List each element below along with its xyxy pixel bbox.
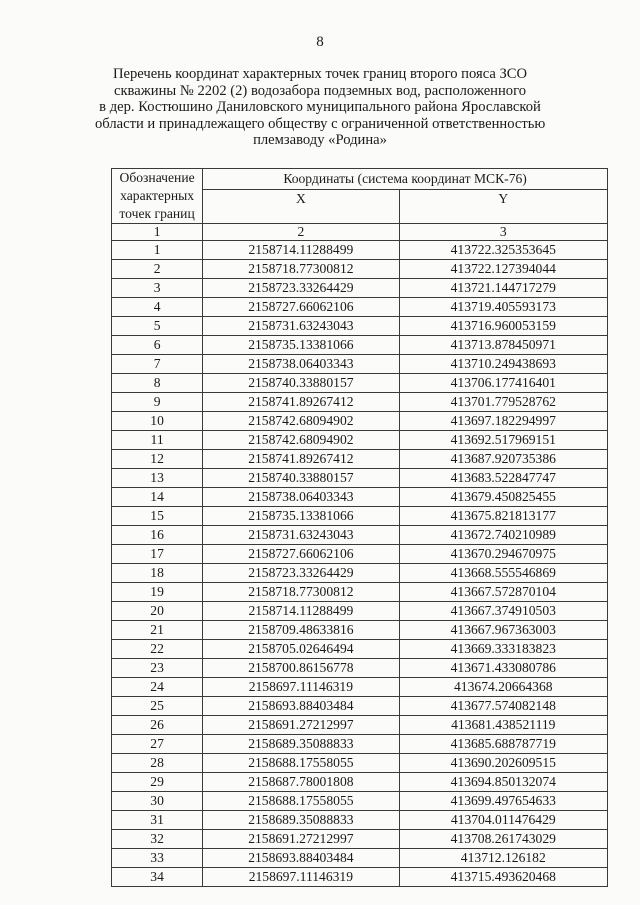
coordinates-table bbox=[111, 168, 608, 887]
point-number-cell: 19 bbox=[112, 583, 203, 602]
table-row bbox=[112, 735, 608, 754]
table-row bbox=[112, 298, 608, 317]
point-number-cell: 13 bbox=[112, 469, 203, 488]
x-coordinate-cell: 2158705.02646494 bbox=[203, 640, 399, 659]
y-coordinate-cell: 413675.821813177 bbox=[399, 507, 607, 526]
point-number-cell: 26 bbox=[112, 716, 203, 735]
table-row bbox=[112, 754, 608, 773]
y-coordinate-cell: 413710.249438693 bbox=[399, 355, 607, 374]
x-coordinate-cell: 2158727.66062106 bbox=[203, 298, 399, 317]
x-coordinate-cell: 2158714.11288499 bbox=[203, 602, 399, 621]
x-coordinate-cell: 2158688.17558055 bbox=[203, 754, 399, 773]
title-line: в дер. Костюшино Даниловского муниципального района Ярославской bbox=[99, 99, 541, 115]
x-coordinate-cell: 2158741.89267412 bbox=[203, 450, 399, 469]
x-coordinate-cell: 2158693.88403484 bbox=[203, 849, 399, 868]
column-number: 3 bbox=[399, 224, 607, 241]
x-coordinate-cell: 2158741.89267412 bbox=[203, 393, 399, 412]
y-coordinate-cell: 413708.261743029 bbox=[399, 830, 607, 849]
y-coordinate-cell: 413694.850132074 bbox=[399, 773, 607, 792]
point-number-cell: 34 bbox=[112, 868, 203, 887]
table-row bbox=[112, 621, 608, 640]
x-coordinate-cell: 2158688.17558055 bbox=[203, 792, 399, 811]
x-coordinate-cell: 2158714.11288499 bbox=[203, 241, 399, 260]
point-number-cell: 14 bbox=[112, 488, 203, 507]
x-coordinate-cell: 2158723.33264429 bbox=[203, 564, 399, 583]
table-row bbox=[112, 697, 608, 716]
point-number-cell: 2 bbox=[112, 260, 203, 279]
table-row bbox=[112, 279, 608, 298]
y-coordinate-cell: 413677.574082148 bbox=[399, 697, 607, 716]
y-coordinate-cell: 413692.517969151 bbox=[399, 431, 607, 450]
point-number-cell: 9 bbox=[112, 393, 203, 412]
table-row bbox=[112, 488, 608, 507]
y-coordinate-cell: 413687.920735386 bbox=[399, 450, 607, 469]
table-row bbox=[112, 507, 608, 526]
point-number-cell: 27 bbox=[112, 735, 203, 754]
table-row bbox=[112, 564, 608, 583]
x-coordinate-cell: 2158738.06403343 bbox=[203, 355, 399, 374]
y-coordinate-cell: 413668.555546869 bbox=[399, 564, 607, 583]
table-row bbox=[112, 716, 608, 735]
table-row bbox=[112, 678, 608, 697]
column-number: 1 bbox=[112, 224, 203, 241]
header-point-line: характерных bbox=[120, 188, 195, 203]
coordinates-table-body bbox=[112, 241, 608, 887]
header-point-line: Обозначение bbox=[119, 170, 195, 185]
table-row bbox=[112, 526, 608, 545]
y-coordinate-cell: 413722.127394044 bbox=[399, 260, 607, 279]
column-number: 2 bbox=[203, 224, 399, 241]
point-number-cell: 31 bbox=[112, 811, 203, 830]
x-coordinate-cell: 2158689.35088833 bbox=[203, 735, 399, 754]
y-coordinate-cell: 413683.522847747 bbox=[399, 469, 607, 488]
x-coordinate-cell: 2158700.86156778 bbox=[203, 659, 399, 678]
x-coordinate-cell: 2158718.77300812 bbox=[203, 260, 399, 279]
table-row bbox=[112, 317, 608, 336]
y-coordinate-cell: 413670.294670975 bbox=[399, 545, 607, 564]
y-coordinate-cell: 413715.493620468 bbox=[399, 868, 607, 887]
x-coordinate-cell: 2158697.11146319 bbox=[203, 678, 399, 697]
y-coordinate-cell: 413713.878450971 bbox=[399, 336, 607, 355]
point-number-cell: 25 bbox=[112, 697, 203, 716]
point-number-cell: 1 bbox=[112, 241, 203, 260]
x-coordinate-cell: 2158735.13381066 bbox=[203, 507, 399, 526]
x-coordinate-cell: 2158697.11146319 bbox=[203, 868, 399, 887]
y-coordinate-cell: 413685.688787719 bbox=[399, 735, 607, 754]
point-number-cell: 24 bbox=[112, 678, 203, 697]
header-coordinates: Координаты (система координат МСК-76) bbox=[203, 169, 608, 190]
y-coordinate-cell: 413706.177416401 bbox=[399, 374, 607, 393]
y-coordinate-cell: 413674.20664368 bbox=[399, 678, 607, 697]
y-coordinate-cell: 413699.497654633 bbox=[399, 792, 607, 811]
x-coordinate-cell: 2158723.33264429 bbox=[203, 279, 399, 298]
table-row bbox=[112, 431, 608, 450]
table-row bbox=[112, 336, 608, 355]
table-row bbox=[112, 241, 608, 260]
title-line: области и принадлежащего обществу с ограниченной ответственностью bbox=[95, 115, 546, 132]
table-row bbox=[112, 849, 608, 868]
y-coordinate-cell: 413667.374910503 bbox=[399, 602, 607, 621]
y-coordinate-cell: 413667.967363003 bbox=[399, 621, 607, 640]
point-number-cell: 20 bbox=[112, 602, 203, 621]
y-coordinate-cell: 413671.433080786 bbox=[399, 659, 607, 678]
point-number-cell: 6 bbox=[112, 336, 203, 355]
y-coordinate-cell: 413704.011476429 bbox=[399, 811, 607, 830]
x-coordinate-cell: 2158731.63243043 bbox=[203, 526, 399, 545]
table-row bbox=[112, 374, 608, 393]
table-row bbox=[112, 450, 608, 469]
y-coordinate-cell: 413667.572870104 bbox=[399, 583, 607, 602]
table-row bbox=[112, 583, 608, 602]
x-coordinate-cell: 2158740.33880157 bbox=[203, 469, 399, 488]
table-row bbox=[112, 773, 608, 792]
x-coordinate-cell: 2158742.68094902 bbox=[203, 431, 399, 450]
x-coordinate-cell: 2158691.27212997 bbox=[203, 716, 399, 735]
point-number-cell: 33 bbox=[112, 849, 203, 868]
point-number-cell: 29 bbox=[112, 773, 203, 792]
x-coordinate-cell: 2158740.33880157 bbox=[203, 374, 399, 393]
y-coordinate-cell: 413672.740210989 bbox=[399, 526, 607, 545]
y-coordinate-cell: 413716.960053159 bbox=[399, 317, 607, 336]
y-coordinate-cell: 413719.405593173 bbox=[399, 298, 607, 317]
table-row bbox=[112, 640, 608, 659]
table-row bbox=[112, 792, 608, 811]
point-number-cell: 32 bbox=[112, 830, 203, 849]
table-row bbox=[112, 355, 608, 374]
point-number-cell: 8 bbox=[112, 374, 203, 393]
document-title bbox=[95, 66, 545, 149]
x-coordinate-cell: 2158738.06403343 bbox=[203, 488, 399, 507]
point-number-cell: 23 bbox=[112, 659, 203, 678]
x-coordinate-cell: 2158735.13381066 bbox=[203, 336, 399, 355]
table-row bbox=[112, 602, 608, 621]
point-number-cell: 17 bbox=[112, 545, 203, 564]
point-number-cell: 5 bbox=[112, 317, 203, 336]
point-number-cell: 10 bbox=[112, 412, 203, 431]
y-coordinate-cell: 413721.144717279 bbox=[399, 279, 607, 298]
x-coordinate-cell: 2158709.48633816 bbox=[203, 621, 399, 640]
title-line: скважины № 2202 (2) водозабора подземных вод, расположенного bbox=[113, 82, 527, 99]
header-point-designation bbox=[112, 169, 203, 224]
y-coordinate-cell: 413681.438521119 bbox=[399, 716, 607, 735]
header-x: X bbox=[203, 189, 399, 223]
point-number-cell: 28 bbox=[112, 754, 203, 773]
point-number-cell: 22 bbox=[112, 640, 203, 659]
point-number-cell: 3 bbox=[112, 279, 203, 298]
point-number-cell: 21 bbox=[112, 621, 203, 640]
table-row bbox=[112, 545, 608, 564]
y-coordinate-cell: 413690.202609515 bbox=[399, 754, 607, 773]
page-number: 8 bbox=[316, 34, 324, 50]
x-coordinate-cell: 2158718.77300812 bbox=[203, 583, 399, 602]
x-coordinate-cell: 2158731.63243043 bbox=[203, 317, 399, 336]
point-number-cell: 16 bbox=[112, 526, 203, 545]
table-row bbox=[112, 260, 608, 279]
point-number-cell: 18 bbox=[112, 564, 203, 583]
header-point-line: точек границ bbox=[119, 206, 195, 221]
y-coordinate-cell: 413697.182294997 bbox=[399, 412, 607, 431]
y-coordinate-cell: 413701.779528762 bbox=[399, 393, 607, 412]
table-row bbox=[112, 868, 608, 887]
x-coordinate-cell: 2158727.66062106 bbox=[203, 545, 399, 564]
table-row bbox=[112, 469, 608, 488]
y-coordinate-cell: 413722.325353645 bbox=[399, 241, 607, 260]
y-coordinate-cell: 413712.126182 bbox=[399, 849, 607, 868]
point-number-cell: 11 bbox=[112, 431, 203, 450]
point-number-cell: 7 bbox=[112, 355, 203, 374]
title-line: Перечень координат характерных точек границ второго пояса ЗСО bbox=[112, 66, 528, 82]
x-coordinate-cell: 2158689.35088833 bbox=[203, 811, 399, 830]
point-number-cell: 15 bbox=[112, 507, 203, 526]
header-y: Y bbox=[399, 189, 607, 223]
x-coordinate-cell: 2158687.78001808 bbox=[203, 773, 399, 792]
title-line: племзаводу «Родина» bbox=[253, 132, 387, 148]
y-coordinate-cell: 413669.333183823 bbox=[399, 640, 607, 659]
table-row bbox=[112, 811, 608, 830]
table-row bbox=[112, 659, 608, 678]
table-row bbox=[112, 412, 608, 431]
point-number-cell: 12 bbox=[112, 450, 203, 469]
table-row bbox=[112, 393, 608, 412]
y-coordinate-cell: 413679.450825455 bbox=[399, 488, 607, 507]
table-row bbox=[112, 830, 608, 849]
x-coordinate-cell: 2158691.27212997 bbox=[203, 830, 399, 849]
x-coordinate-cell: 2158693.88403484 bbox=[203, 697, 399, 716]
point-number-cell: 4 bbox=[112, 298, 203, 317]
point-number-cell: 30 bbox=[112, 792, 203, 811]
x-coordinate-cell: 2158742.68094902 bbox=[203, 412, 399, 431]
